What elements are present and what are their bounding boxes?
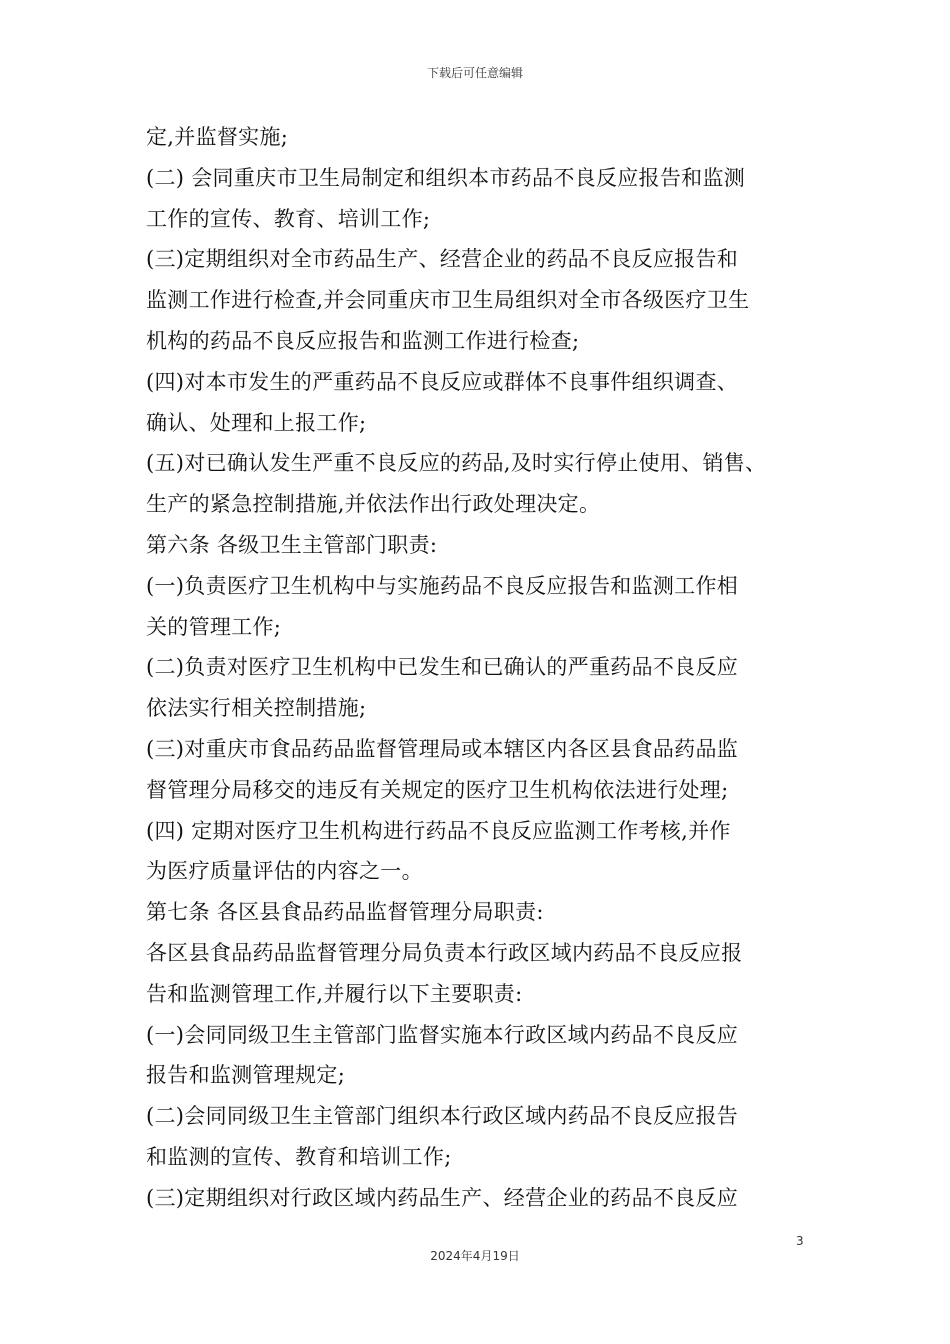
text-line: 确认、处理和上报工作;	[146, 410, 367, 435]
text-line: 机构的药品不良反应报告和监测工作进行检查;	[146, 328, 580, 353]
text-line: 为医疗质量评估的内容之一。	[146, 859, 423, 884]
text-line: 各区县食品药品监督管理分局负责本行政区域内药品不良反应报	[146, 940, 743, 965]
text-line: 定,并监督实施;	[146, 125, 289, 149]
text-line: 告和监测管理工作,并履行以下主要职责:	[146, 981, 523, 1006]
text-line: (二)负责对医疗卫生机构中已发生和已确认的严重药品不良反应	[146, 655, 739, 680]
text-line: (三)定期组织对行政区域内药品生产、经营企业的药品不良反应	[146, 1185, 739, 1210]
article-heading: 第六条 各级卫生主管部门职责:	[146, 532, 438, 557]
document-body	[146, 117, 826, 1219]
text-line: 和监测的宣传、教育和培训工作;	[146, 1144, 452, 1169]
text-line: 依法实行相关控制措施;	[146, 696, 367, 721]
article-heading: 第七条 各区县食品药品监督管理分局职责:	[146, 900, 544, 925]
text-line: (二)会同同级卫生主管部门组织本行政区域内药品不良反应报告	[146, 1104, 739, 1129]
page-number: 3	[796, 1234, 804, 1248]
page-header: 下载后可任意编辑	[426, 66, 523, 80]
text-line: (二) 会同重庆市卫生局制定和组织本市药品不良反应报告和监测	[146, 165, 746, 190]
text-line: (四)对本市发生的严重药品不良反应或群体不良事件组织调查、	[146, 369, 739, 394]
text-line: (三)对重庆市食品药品监督管理局或本辖区内各区县食品药品监	[146, 736, 739, 761]
text-line: 生产的紧急控制措施,并依法作出行政处理决定。	[146, 492, 601, 517]
text-line: 报告和监测管理规定;	[146, 1063, 346, 1088]
text-line: 工作的宣传、教育、培训工作;	[146, 206, 431, 231]
text-line: (五)对已确认发生严重不良反应的药品,及时实行停止使用、销售、	[146, 451, 767, 476]
text-line: 督管理分局移交的违反有关规定的医疗卫生机构依法进行处理;	[146, 777, 729, 802]
text-line: (一)会同同级卫生主管部门监督实施本行政区域内药品不良反应	[146, 1022, 739, 1047]
text-line: (三)定期组织对全市药品生产、经营企业的药品不良反应报告和	[146, 247, 739, 272]
page-footer-date: 2024年4月19日	[430, 1249, 520, 1263]
text-line: (四) 定期对医疗卫生机构进行药品不良反应监测工作考核,并作	[146, 818, 731, 843]
text-line: 监测工作进行检查,并会同重庆市卫生局组织对全市各级医疗卫生	[146, 288, 750, 313]
text-line: 关的管理工作;	[146, 614, 282, 639]
text-line: (一)负责医疗卫生机构中与实施药品不良反应报告和监测工作相	[146, 573, 739, 598]
